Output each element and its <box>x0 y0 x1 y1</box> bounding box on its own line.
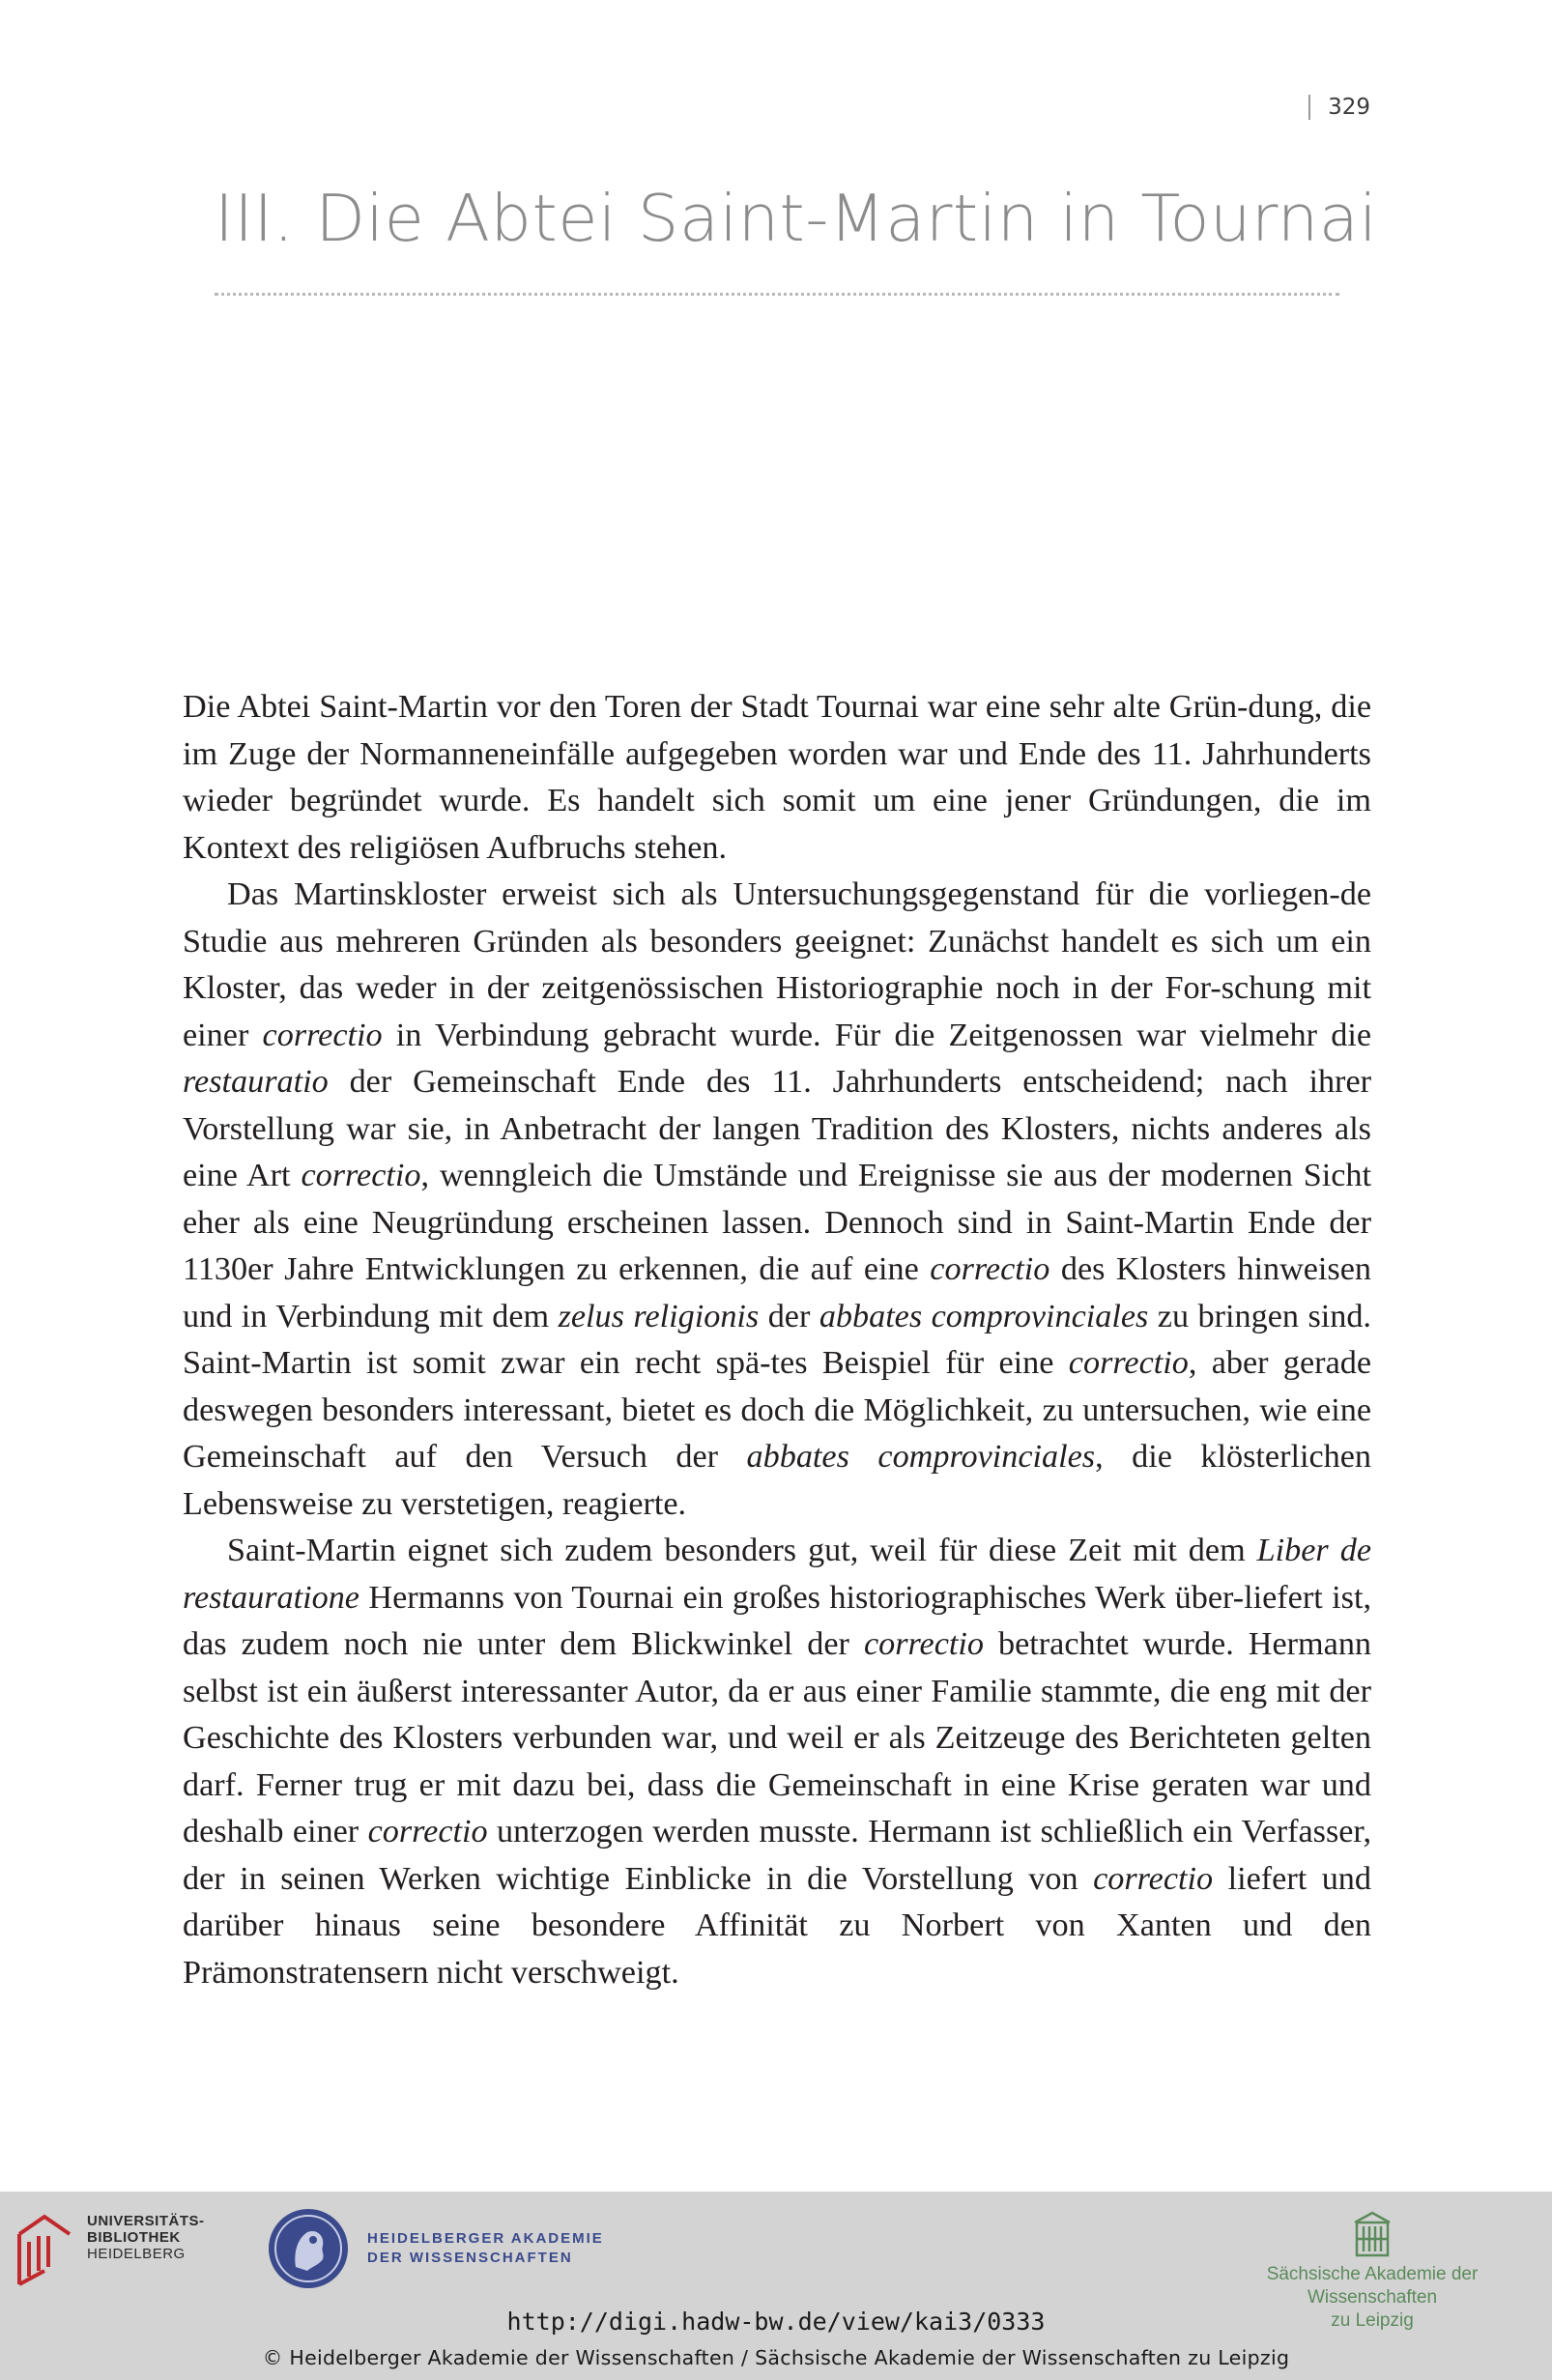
hadw-line-1: HEIDELBERGER AKADEMIE <box>367 2230 604 2247</box>
ub-line-3: HEIDELBERG <box>87 2246 186 2262</box>
italic-term: correctio <box>301 1158 421 1193</box>
ub-line-1: UNIVERSITÄTS- <box>87 2213 205 2229</box>
copyright-notice: © Heidelberger Akademie der Wissenschaften / Sächsische Akademie der Wissenschaften zu Leipzig <box>262 2346 1290 2369</box>
italic-term: Liber de restauratione <box>183 1533 1371 1616</box>
text-run: des Klosters hinweisen und in Verbindung mit dem <box>183 1251 1372 1334</box>
italic-term: zelus religionis <box>558 1298 760 1334</box>
italic-term: correctio <box>262 1017 383 1053</box>
digitization-footer <box>0 2192 1552 2380</box>
text-run: , die klösterlichen Lebensweise zu verstetigen, reagierte. <box>183 1439 1371 1522</box>
page-number-divider <box>1308 95 1310 120</box>
text-run: unterzogen werden musste. Hermann ist schließlich ein Verfasser, der in seinen Werken wichtige Einblicke in die Vorstellung von <box>183 1814 1371 1897</box>
text-run: in Verbindung gebracht wurde. Für die Zeitgenossen war vielmehr die <box>382 1017 1372 1053</box>
text-run: Hermanns von Tournai ein großes historiographisches Werk über-liefert ist, das zudem noch nie unter dem Blickwinkel der <box>183 1579 1371 1662</box>
text-run: liefert und darüber hinaus seine besondere Affinität zu Norbert von Xanten und den Prämonstratensern nicht verschweigt. <box>183 1860 1371 1991</box>
page-number: 329 <box>1328 95 1370 120</box>
italic-term: correctio <box>1068 1345 1189 1381</box>
title-dotted-rule <box>215 293 1339 296</box>
paragraph-2 <box>183 872 1371 1528</box>
body-text <box>183 684 1371 1996</box>
saw-building-icon <box>1353 2211 1392 2257</box>
saw-line-1: Sächsische Akademie der Wissenschaften <box>1266 2264 1479 2308</box>
italic-term: restauratio <box>183 1064 329 1100</box>
ub-logo-text <box>87 2213 205 2262</box>
hadw-logo[interactable] <box>267 2207 604 2290</box>
ub-heidelberg-logo[interactable] <box>15 2213 205 2290</box>
chapter-title: III. Die Abtei Saint-Martin in Tournai <box>215 181 1378 256</box>
text-run: zu bringen sind. Saint-Martin ist somit zwar ein recht spä-tes Beispiel für eine <box>183 1298 1371 1381</box>
ub-line-2: BIBLIOTHEK <box>87 2229 181 2246</box>
saw-line-2: zu Leipzig <box>1331 2310 1414 2331</box>
paragraph-1 <box>183 684 1371 872</box>
italic-term: correctio <box>863 1626 984 1662</box>
text-run: Saint-Martin eignet sich zudem besonders gut, weil für diese Zeit mit dem <box>227 1533 1257 1568</box>
text-run: Das Martinskloster erweist sich als Untersuchungsgegenstand für die vorliegen-de Studie aus mehreren Gründen als besonders geeignet: Zunächst handelt es sich um ein Kloster, das weder in der zeitgenössischen Historiographie noch in der For-schung mit einer <box>183 876 1371 1053</box>
text-run: der Gemeinschaft Ende des 11. Jahrhunderts entscheidend; nach ihrer Vorstellung war sie, in Anbetracht der langen Tradition des Klosters, nichts anderes als eine Art <box>183 1064 1371 1193</box>
hadw-line-2: DER WISSENSCHAFTEN <box>367 2250 573 2266</box>
page-number-area <box>1308 95 1370 120</box>
source-url-link[interactable]: http://digi.hadw-bw.de/view/kai3/0333 <box>506 2308 1046 2336</box>
text-run: Die Abtei Saint-Martin vor den Toren der Stadt Tournai war eine sehr alte Grün-dung, die im Zuge der Normanneneinfälle aufgegeben worden war und Ende des 11. Jahrhunderts wieder begründet wurde. Es handelt sich somit um eine jener Gründungen, die im Kontext des religiösen Aufbruchs stehen. <box>183 689 1371 866</box>
italic-term: abbates comprovinciales <box>746 1439 1096 1475</box>
text-run: , wenngleich die Umstände und Ereignisse sie aus der modernen Sicht eher als eine Neugründung erscheinen lassen. Dennoch sind in Saint-Martin Ende der 1130er Jahre Entwicklungen zu erkennen, die auf eine <box>183 1158 1371 1287</box>
italic-term: correctio <box>1093 1860 1214 1897</box>
italic-term: abbates comprovinciales <box>819 1298 1149 1334</box>
italic-term: correctio <box>930 1251 1050 1287</box>
italic-term: correctio <box>367 1814 488 1850</box>
paragraph-3 <box>183 1528 1371 1996</box>
text-run: der <box>759 1298 819 1334</box>
text-run: , aber gerade deswegen besonders interessant, bietet es doch die Möglichkeit, zu untersuchen, wie eine Gemeinschaft auf den Versuch der <box>183 1345 1372 1475</box>
text-run: betrachtet wurde. Hermann selbst ist ein äußerst interessanter Autor, da er aus einer Familie stammte, die eng mit der Geschichte des Klosters verbunden war, und weil er als Zeitzeuge des Berichteten gelten darf. Ferner trug er mit dazu bei, dass die Gemeinschaft in eine Krise geraten war und deshalb einer <box>183 1626 1372 1850</box>
ub-emblem-icon <box>15 2213 73 2290</box>
hadw-logo-text <box>367 2229 604 2268</box>
hadw-medallion-icon <box>267 2207 350 2290</box>
